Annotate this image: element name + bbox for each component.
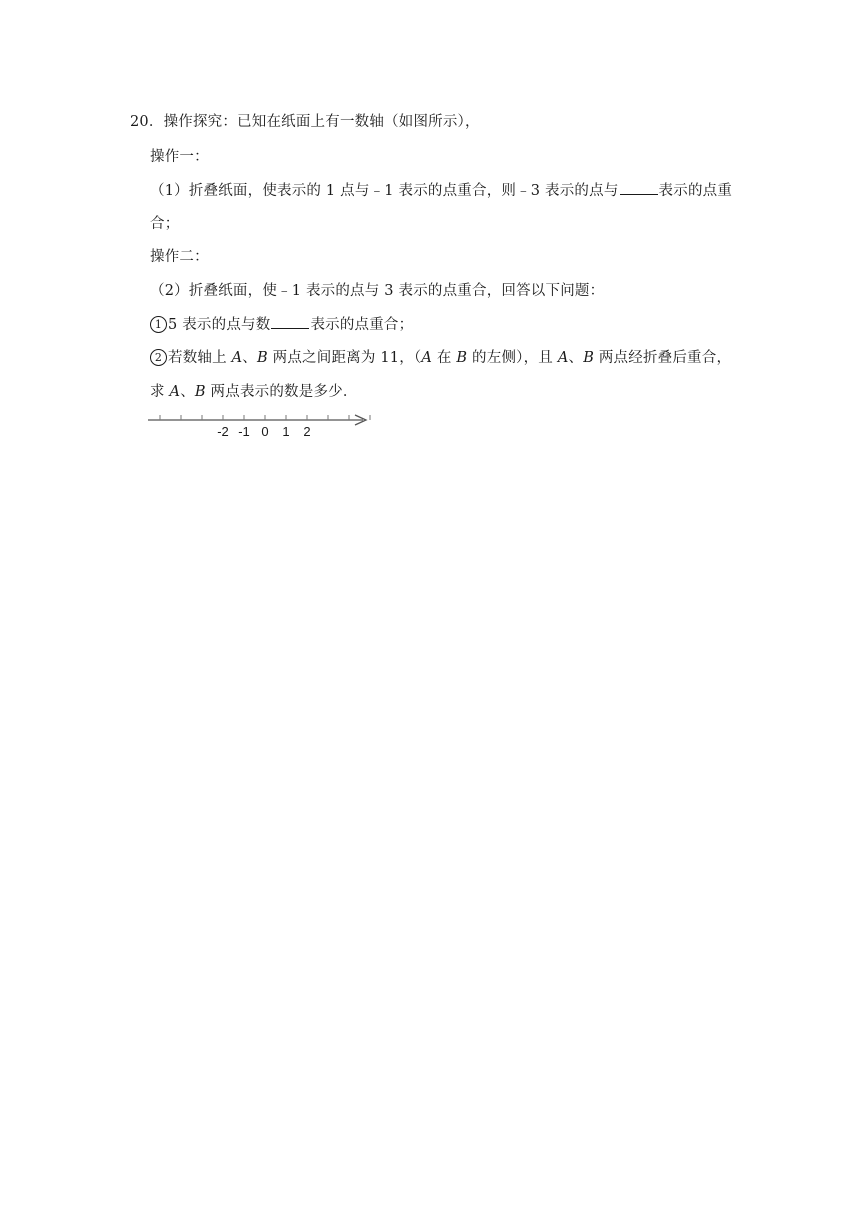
number-line-tick-label: 0 — [261, 424, 269, 439]
number-line-tick-label: 2 — [303, 424, 311, 439]
part-1-text-b: 表示的点重 — [658, 183, 733, 199]
separator: 、 — [568, 350, 584, 366]
sub-question-2-text: 两点经折叠后重合， — [594, 350, 732, 366]
question-intro: 操作探究：已知在纸面上有一数轴（如图所示）， — [163, 114, 480, 130]
number-line-figure — [145, 408, 375, 442]
answer-blank-1[interactable] — [620, 180, 658, 195]
sub-question-1-text-b: 表示的点重合； — [310, 317, 414, 333]
operation-two-title: 操作二： — [150, 249, 209, 265]
number-line-tick-label: -1 — [238, 424, 250, 439]
sub-question-1-text-a: 5 表示的点与数 — [168, 317, 271, 333]
circled-number-1: 1 — [150, 316, 167, 333]
sub-question-2-text: 的左侧），且 — [467, 350, 558, 366]
question-number: 20． — [130, 114, 164, 130]
sub-question-2 — [150, 348, 731, 368]
sub-question-2-text: 求 — [150, 384, 170, 400]
part-1-line — [150, 180, 732, 201]
sub-question-2-text: 两点之间距离为 11，（ — [267, 350, 422, 366]
point-b-label: B — [583, 350, 595, 366]
part-1-continuation: 合； — [150, 216, 180, 232]
number-line-tick-label: -2 — [217, 424, 229, 439]
point-a-label: A — [421, 350, 433, 366]
point-a-label: A — [169, 384, 181, 400]
circled-number-2: 2 — [150, 349, 167, 366]
sub-question-2-text: 两点表示的数是多少． — [205, 384, 358, 400]
point-b-label: B — [256, 350, 268, 366]
sub-question-2-text: 在 — [432, 350, 457, 366]
point-b-label: B — [194, 384, 206, 400]
number-line-tick-label: 1 — [282, 424, 290, 439]
sub-question-2-text: 若数轴上 — [168, 350, 232, 366]
part-1-text-a: （1）折叠纸面，使表示的 1 点与﹣1 表示的点重合，则﹣3 表示的点与 — [150, 183, 619, 199]
operation-one-title: 操作一： — [150, 149, 209, 165]
separator: 、 — [242, 350, 257, 366]
part-2-line: （2）折叠纸面，使﹣1 表示的点与 3 表示的点重合，回答以下问题： — [150, 283, 605, 299]
point-a-label: A — [557, 350, 569, 366]
point-a-label: A — [231, 350, 243, 366]
question-intro-line — [130, 112, 480, 132]
separator: 、 — [180, 384, 195, 400]
sub-question-2-continuation — [150, 382, 358, 402]
answer-blank-2[interactable] — [271, 314, 309, 329]
point-b-label: B — [456, 350, 468, 366]
sub-question-1 — [150, 314, 413, 335]
